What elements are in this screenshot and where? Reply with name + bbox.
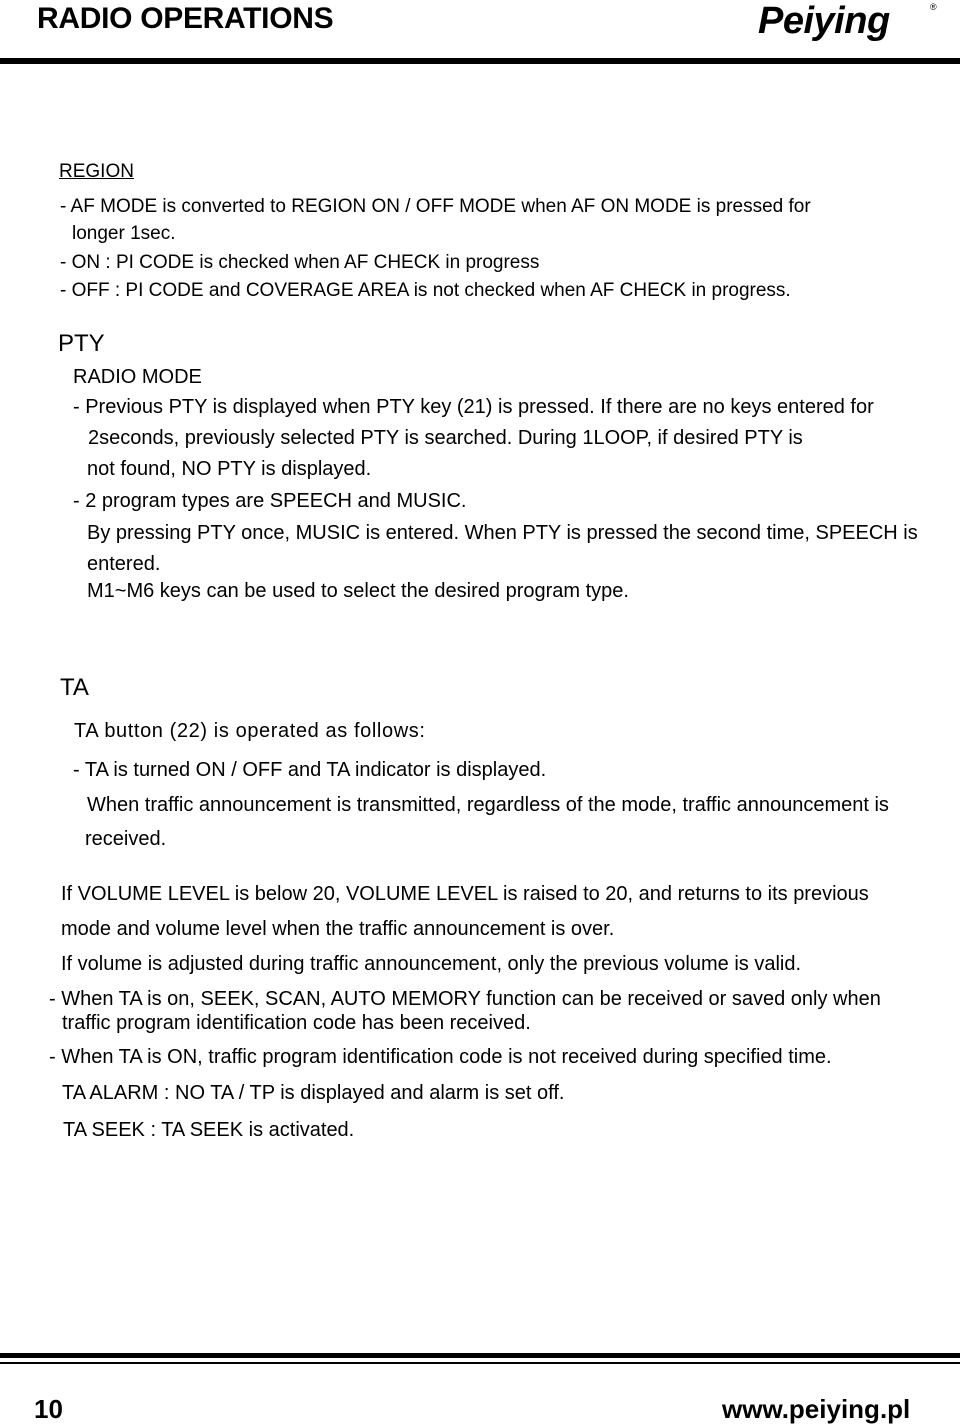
region-heading: REGION: [59, 161, 134, 182]
website-url: www.peiying.pl: [722, 1394, 911, 1424]
ta-line: received.: [85, 828, 167, 850]
ta-intro: TA button (22) is operated as follows:: [74, 720, 426, 742]
header-rule: [0, 58, 960, 64]
pty-subheading: RADIO MODE: [73, 366, 202, 388]
ta-line: When traffic announcement is transmitted, regardless of the mode, traffic announcement is: [87, 794, 889, 816]
pty-line: - Previous PTY is displayed when PTY key (21) is pressed. If there are no keys entered for: [73, 396, 874, 418]
pty-line: By pressing PTY once, MUSIC is entered. When PTY is pressed the second time, SPEECH is: [87, 522, 918, 544]
pty-line: 2seconds, previously selected PTY is searched. During 1LOOP, if desired PTY is: [88, 427, 803, 449]
footer-rule-thick: [0, 1353, 960, 1358]
brand-logo: Peiying: [758, 0, 890, 42]
page-number: 10: [34, 1394, 63, 1424]
footer-rule-thin: [0, 1362, 960, 1364]
pty-line: - 2 program types are SPEECH and MUSIC.: [73, 490, 467, 512]
pty-line: not found, NO PTY is displayed.: [87, 458, 372, 480]
ta-line: - TA is turned ON / OFF and TA indicator is displayed.: [73, 759, 547, 781]
ta-heading: TA: [60, 674, 89, 701]
ta-line: - When TA is ON, traffic program identification code is not received during specified time.: [49, 1046, 832, 1068]
ta-line: - When TA is on, SEEK, SCAN, AUTO MEMORY function can be received or saved only when: [49, 988, 881, 1010]
ta-line: TA SEEK : TA SEEK is activated.: [63, 1119, 355, 1141]
ta-line: If volume is adjusted during traffic announcement, only the previous volume is valid.: [61, 953, 802, 975]
registered-mark: ®: [930, 2, 937, 12]
ta-line: If VOLUME LEVEL is below 20, VOLUME LEVEL is raised to 20, and returns to its previous: [61, 883, 869, 905]
ta-line: TA ALARM : NO TA / TP is displayed and alarm is set off.: [62, 1082, 565, 1104]
ta-line: mode and volume level when the traffic announcement is over.: [61, 918, 615, 940]
pty-line: entered.: [87, 553, 161, 575]
region-line: longer 1sec.: [72, 223, 176, 244]
ta-line: traffic program identification code has been received.: [62, 1012, 531, 1034]
pty-line: M1~M6 keys can be used to select the desired program type.: [87, 580, 629, 602]
region-line: - OFF : PI CODE and COVERAGE AREA is not checked when AF CHECK in progress.: [60, 280, 791, 301]
pty-heading: PTY: [58, 330, 105, 357]
page-title: RADIO OPERATIONS: [37, 2, 334, 35]
region-line: - AF MODE is converted to REGION ON / OFF MODE when AF ON MODE is pressed for: [60, 196, 811, 217]
region-line: - ON : PI CODE is checked when AF CHECK in progress: [60, 252, 540, 273]
